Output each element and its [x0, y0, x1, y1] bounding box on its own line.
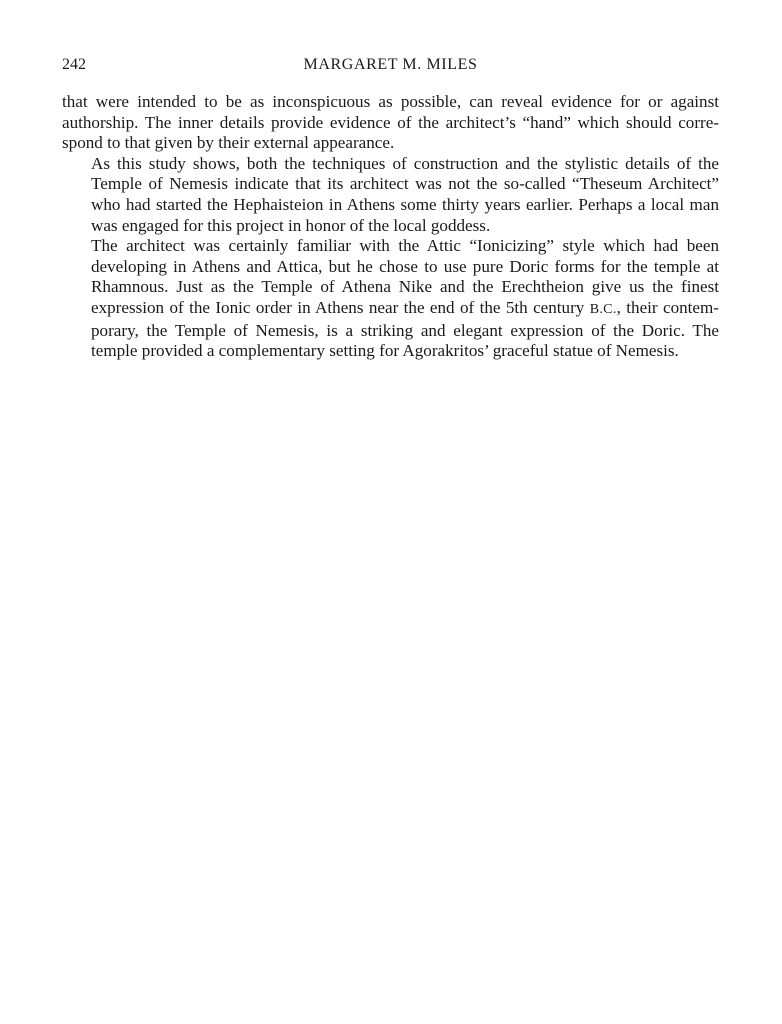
text-line: developing in Athens and Attica, but he chose to use pure Doric forms for the temple at [91, 256, 719, 276]
paragraph-1 [62, 92, 719, 154]
body-text [62, 92, 719, 362]
text-line-with-era [62, 298, 719, 321]
text-line: that were intended to be as inconspicuous as possible, can reveal evidence for or against [62, 92, 719, 111]
text-line: who had started the Hephaisteion in Athens some thirty years earlier. Perhaps a local man [91, 194, 719, 214]
paragraph-2 [62, 154, 719, 236]
era-abbreviation: B.C. [589, 301, 617, 317]
text-line: Temple of Nemesis indicate that its architect was not the so-called “Theseum Architect” [91, 174, 719, 194]
text-line: porary, the Temple of Nemesis, is a striking and elegant expression of the Doric. The [91, 320, 719, 340]
running-header [62, 55, 719, 75]
text-segment: , their contem- [616, 297, 719, 317]
text-line: spond to that given by their external appearance. [62, 133, 395, 153]
text-line: was engaged for this project in honor of the local goddess. [91, 215, 491, 235]
text-segment: expression of the Ionic order in Athens near the end of the 5th century [91, 297, 590, 317]
text-line: authorship. The inner details provide evidence of the architect’s “hand” which should corre- [62, 112, 719, 132]
running-header-author: MARGARET M. MILES [303, 56, 478, 73]
text-line: As this study shows, both the techniques of construction and the stylistic details of the [91, 153, 719, 173]
text-line: Rhamnous. Just as the Temple of Athena Nike and the Erechtheion give us the finest [91, 277, 719, 297]
text-line: temple provided a complementary setting for Agorakritos’ graceful statue of Nemesis. [91, 341, 679, 361]
page-number: 242 [62, 56, 86, 73]
text-line: The architect was certainly familiar with the Attic “Ionicizing” style which had been [91, 236, 719, 256]
paragraph-3 [62, 236, 719, 362]
